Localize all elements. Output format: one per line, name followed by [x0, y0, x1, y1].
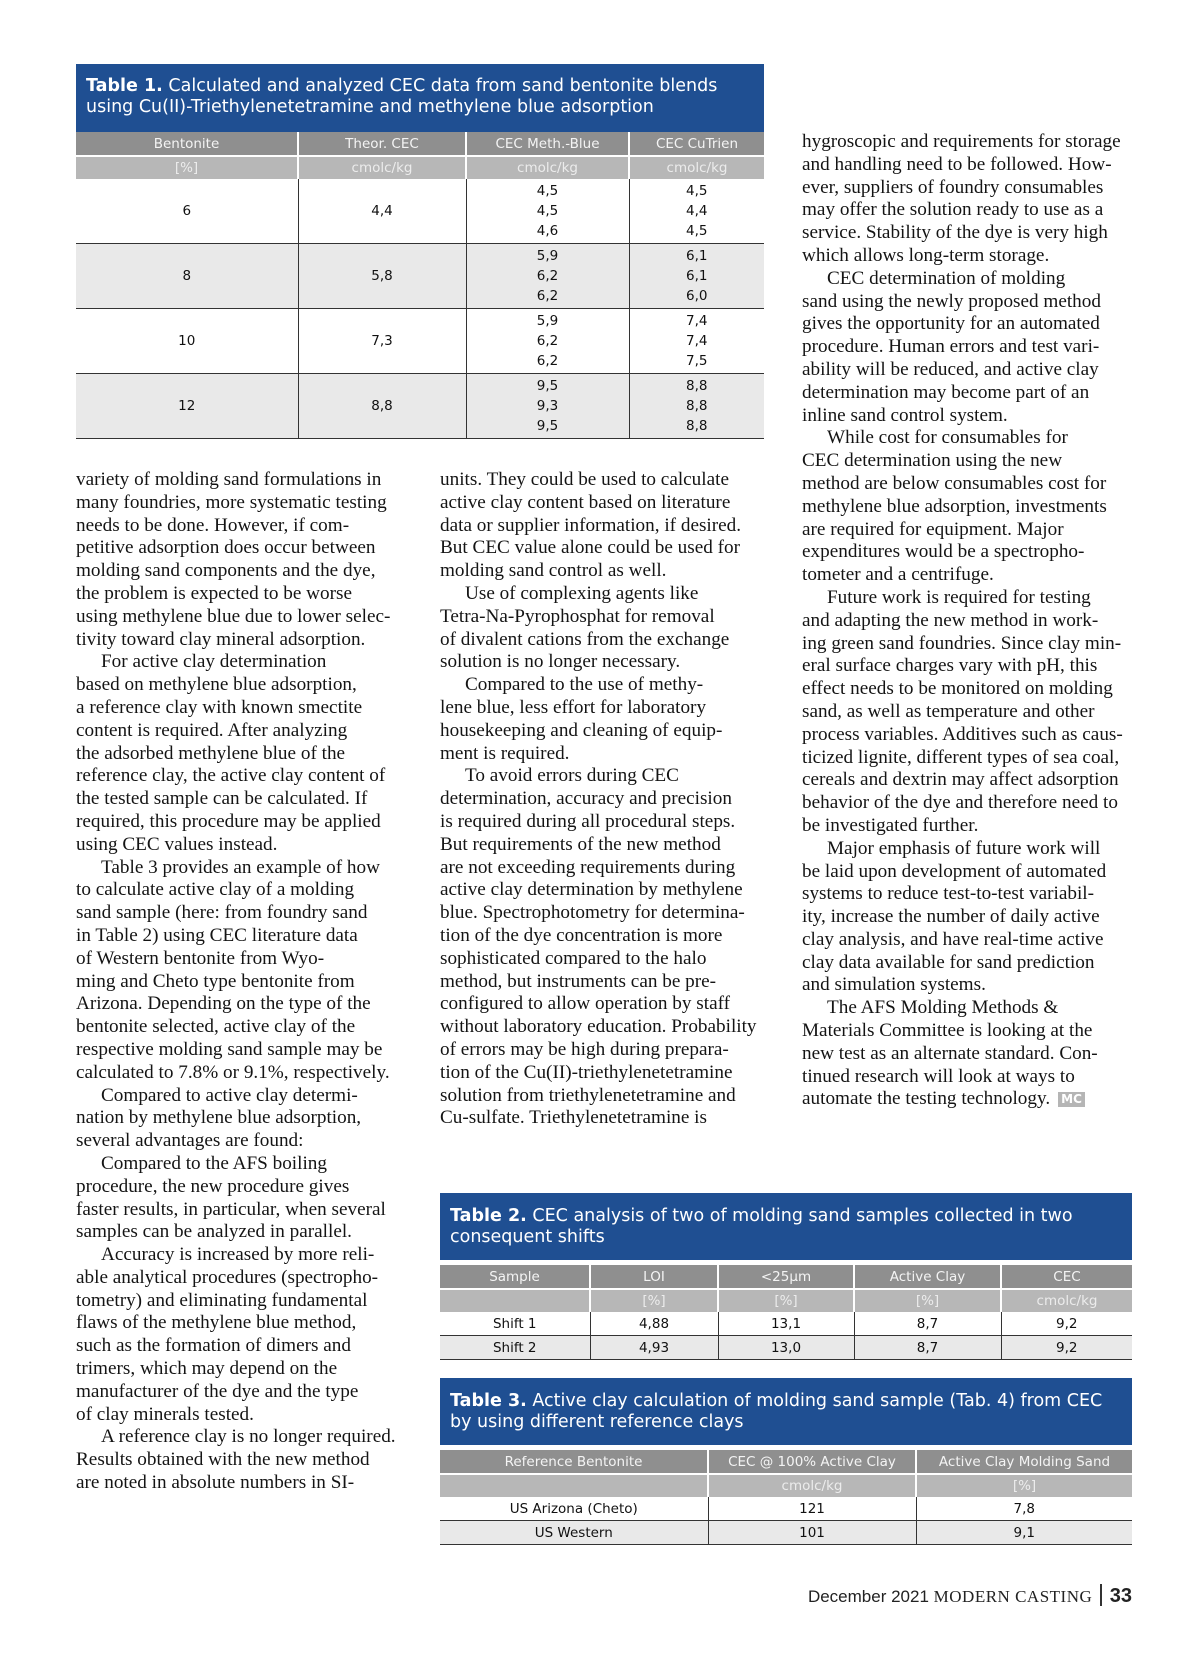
text-line: Cu-sulfate. Triethylenetetramine is — [440, 1107, 707, 1129]
text-line: respective molding sand sample may be — [76, 1038, 383, 1060]
cec-meth-blue-cell — [466, 244, 629, 309]
text-line: be laid upon development of automated — [802, 860, 1107, 882]
text-line: of clay minerals tested. — [76, 1403, 254, 1425]
text-line: nation by methylene blue adsorption, — [76, 1107, 362, 1129]
theor-cec-cell: 7,3 — [298, 309, 466, 374]
text-line: sophisticated compared to the halo — [440, 947, 707, 969]
text-line: trimers, which may depend on the — [76, 1358, 338, 1380]
text-line: faster results, in particular, when several — [76, 1198, 386, 1220]
text-line: ticized lignite, different types of sea coal, — [802, 746, 1120, 768]
text-line: sand sample (here: from foundry sand — [76, 902, 368, 924]
text-line: systems to reduce test-to-test variabil- — [802, 883, 1094, 905]
text-line: tometer and a centrifuge. — [802, 564, 994, 586]
text-line: solution is no longer necessary. — [440, 651, 681, 673]
cec-100-cell: 101 — [708, 1521, 916, 1545]
text-line: Future work is required for testing — [827, 586, 1091, 608]
loi-cell: 4,88 — [590, 1312, 718, 1336]
text-line: ity, increase the number of daily active — [802, 906, 1100, 928]
table-1-caption-text: Calculated and analyzed CEC data from sand bentonite blends using Cu(II)-Triethylenetetramine and methylene blue adsorption — [86, 76, 718, 117]
text-line: variety of molding sand formulations in — [76, 469, 382, 490]
text-line: the tested sample can be calculated. If — [76, 788, 368, 810]
text-line: But CEC value alone could be used for — [440, 537, 741, 559]
theor-cec-cell: 5,8 — [298, 244, 466, 309]
reference-bentonite-cell: US Arizona (Cheto) — [440, 1497, 708, 1521]
table-1-unit: cmolc/kg — [629, 156, 764, 179]
text-line: be investigated further. — [802, 814, 979, 836]
text-line: process variables. Additives such as caus- — [802, 723, 1123, 745]
theor-cec-cell: 8,8 — [298, 374, 466, 439]
text-line: reference clay, the active clay content of — [76, 765, 386, 787]
table-1-caption — [76, 64, 764, 132]
table-2-label: Table 2. — [450, 1206, 527, 1226]
text-line: tion of the Cu(II)-triethylenetetramine — [440, 1061, 733, 1083]
text-line: ment is required. — [440, 742, 570, 764]
text-line: of Western bentonite from Wyo- — [76, 947, 325, 969]
text-line: such as the formation of dimers and — [76, 1335, 351, 1357]
sample-cell: Shift 1 — [440, 1312, 590, 1336]
text-line: molding sand control as well. — [440, 560, 667, 582]
text-line: Use of complexing agents like — [465, 582, 699, 604]
value: 8,8 — [686, 418, 708, 434]
text-line: manufacturer of the dye and the type — [76, 1380, 359, 1402]
table-2-unit: [%] — [718, 1289, 854, 1312]
value: 7,5 — [686, 353, 708, 369]
cec-meth-blue-cell — [466, 179, 629, 244]
table-2-header: <25µm — [718, 1265, 854, 1289]
page-footer — [808, 1584, 1132, 1608]
table-2-header: Active Clay — [854, 1265, 1001, 1289]
text-line: is required during all procedural steps. — [440, 810, 736, 832]
table-3-header: Reference Bentonite — [440, 1450, 708, 1474]
text-line: which allows long-term storage. — [802, 244, 1050, 266]
text-line: hygroscopic and requirements for storage — [802, 131, 1121, 152]
text-line: based on methylene blue adsorption, — [76, 674, 357, 696]
table-row — [440, 1312, 1132, 1336]
value: 5,9 — [536, 248, 559, 264]
text-line: using methylene blue due to lower selec- — [76, 605, 391, 627]
text-line: Compared to the use of methy- — [465, 674, 704, 696]
table-row — [76, 244, 764, 309]
value: 6,2 — [536, 268, 559, 284]
value: 8,8 — [686, 398, 708, 414]
text-line: molding sand components and the dye, — [76, 560, 376, 582]
value: 7,4 — [686, 313, 708, 329]
text-line: But requirements of the new method — [440, 833, 721, 855]
text-line: samples can be analyzed in parallel. — [76, 1221, 352, 1243]
bentonite-cell: 6 — [76, 179, 298, 244]
sample-cell: Shift 2 — [440, 1336, 590, 1360]
text-line: content is required. After analyzing — [76, 719, 348, 741]
value: 4,5 — [686, 183, 708, 199]
text-line: sand using the newly proposed method — [802, 290, 1101, 312]
magazine-name: MODERN CASTING — [933, 1587, 1093, 1606]
bentonite-cell: 8 — [76, 244, 298, 309]
text-line: Accuracy is increased by more reli- — [101, 1244, 375, 1266]
value: 6,2 — [536, 333, 559, 349]
table-row — [440, 1336, 1132, 1360]
table-2-caption — [440, 1193, 1132, 1260]
text-column-3 — [802, 131, 1132, 1111]
table-2 — [440, 1193, 1132, 1360]
table-3-caption — [440, 1378, 1132, 1445]
bentonite-cell: 12 — [76, 374, 298, 439]
value: 6,1 — [686, 248, 708, 264]
bentonite-cell: 10 — [76, 309, 298, 374]
value: 4,5 — [536, 203, 559, 219]
text-line: the adsorbed methylene blue of the — [76, 742, 346, 764]
value: 9,5 — [536, 418, 559, 434]
text-line: without laboratory education. Probability — [440, 1016, 757, 1038]
value: 4,5 — [536, 183, 559, 199]
text-line: lene blue, less effort for laboratory — [440, 696, 707, 718]
value: 6,1 — [686, 268, 708, 284]
text-line: effect needs to be monitored on molding — [802, 678, 1113, 700]
text-line: solution from triethylenetetramine and — [440, 1084, 736, 1106]
value: 6,2 — [536, 353, 559, 369]
text-line: method, but instruments can be pre- — [440, 970, 717, 992]
table-3-caption-text: Active clay calculation of molding sand sample (Tab. 4) from CEC by using different reference clays — [450, 1391, 1103, 1432]
table-2-unit — [440, 1289, 590, 1312]
text-line-content: automate the testing technology. — [802, 1088, 1051, 1110]
table-1-header: Theor. CEC — [298, 132, 466, 156]
table-row — [440, 1497, 1132, 1521]
text-line: and simulation systems. — [802, 974, 986, 996]
text-line: clay data available for sand prediction — [802, 951, 1095, 973]
text-line: CEC determination using the new — [802, 450, 1063, 472]
text-line: able analytical procedures (spectropho- — [76, 1266, 379, 1288]
value: 5,9 — [536, 313, 559, 329]
text-line: A reference clay is no longer required. — [101, 1426, 396, 1448]
text-line: sand, as well as temperature and other — [802, 700, 1095, 722]
text-line: For active clay determination — [101, 651, 327, 673]
text-column-2 — [440, 469, 770, 1130]
text-line: methylene blue adsorption, investments — [802, 495, 1107, 517]
value: 9,5 — [536, 378, 559, 394]
value: 4,4 — [686, 203, 708, 219]
text-line: and handling need to be followed. How- — [802, 153, 1112, 175]
cec-100-cell: 121 — [708, 1497, 916, 1521]
table-1-unit: cmolc/kg — [466, 156, 629, 179]
active-clay-cell: 8,7 — [854, 1312, 1001, 1336]
table-row — [76, 374, 764, 439]
text-line: cereals and dextrin may affect adsorption — [802, 769, 1119, 791]
table-3 — [440, 1378, 1132, 1545]
text-line: may offer the solution ready to use as a — [802, 199, 1104, 221]
footer-divider — [1100, 1584, 1102, 1606]
text-line: and adapting the new method in work- — [802, 609, 1099, 631]
value: 8,8 — [686, 378, 708, 394]
text-line: are not exceeding requirements during — [440, 856, 736, 878]
text-line: blue. Spectrophotometry for determina- — [440, 902, 745, 924]
text-column-1 — [76, 469, 421, 1495]
text-line: Materials Committee is looking at the — [802, 1020, 1093, 1042]
theor-cec-cell: 4,4 — [298, 179, 466, 244]
text-line: ming and Cheto type bentonite from — [76, 970, 355, 992]
text-line: are required for equipment. Major — [802, 518, 1064, 540]
active-clay-cell: 8,7 — [854, 1336, 1001, 1360]
table-row — [76, 309, 764, 374]
value: 4,5 — [686, 223, 708, 239]
text-line: Arizona. Depending on the type of the — [76, 993, 371, 1015]
text-line: procedure, the new procedure gives — [76, 1175, 350, 1197]
value: 4,6 — [536, 223, 559, 239]
text-line: of errors may be high during prepara- — [440, 1038, 729, 1060]
text-line: determination, accuracy and precision — [440, 788, 732, 810]
text-line: petitive adsorption does occur between — [76, 537, 376, 559]
loi-cell: 4,93 — [590, 1336, 718, 1360]
text-line: Results obtained with the new method — [76, 1449, 370, 1471]
text-line: in Table 2) using CEC literature data — [76, 924, 358, 946]
cec-meth-blue-cell — [466, 309, 629, 374]
value: 6,2 — [536, 288, 559, 304]
text-line: gives the opportunity for an automated — [802, 313, 1100, 335]
table-1-label: Table 1. — [86, 76, 163, 96]
cec-cell: 9,2 — [1001, 1312, 1132, 1336]
text-line: behavior of the dye and therefore need to — [802, 792, 1118, 814]
text-line: Major emphasis of future work will — [827, 837, 1101, 859]
table-1-header: CEC Meth.-Blue — [466, 132, 629, 156]
table-row — [440, 1521, 1132, 1545]
text-line: needs to be done. However, if com- — [76, 514, 350, 536]
text-line: Compared to the AFS boiling — [101, 1152, 327, 1174]
text-line: procedure. Human errors and test vari- — [802, 336, 1100, 358]
text-line: using CEC values instead. — [76, 833, 278, 855]
table-1-unit: cmolc/kg — [298, 156, 466, 179]
text-line: a reference clay with known smectite — [76, 696, 363, 718]
value: 9,3 — [536, 398, 559, 414]
text-line: inline sand control system. — [802, 404, 1008, 426]
text-line: active clay determination by methylene — [440, 879, 743, 901]
text-line: ability will be reduced, and active clay — [802, 358, 1099, 380]
cec-cutrien-cell — [629, 179, 764, 244]
text-line: Tetra-Na-Pyrophosphat for removal — [440, 605, 715, 627]
page-number: 33 — [1109, 1585, 1132, 1607]
table-3-header: Active Clay Molding Sand — [916, 1450, 1132, 1474]
text-line: To avoid errors during CEC — [465, 765, 679, 787]
text-line: tion of the dye concentration is more — [440, 924, 723, 946]
table-1-header: CEC CuTrien — [629, 132, 764, 156]
text-line: ever, suppliers of foundry consumables — [802, 176, 1104, 198]
table-3-unit: cmolc/kg — [708, 1474, 916, 1497]
table-2-caption-text: CEC analysis of two of molding sand samples collected in two consequent shifts — [450, 1206, 1073, 1247]
text-line: Compared to active clay determi- — [101, 1084, 358, 1106]
text-line: ing green sand foundries. Since clay min- — [802, 632, 1122, 654]
cec-cell: 9,2 — [1001, 1336, 1132, 1360]
active-clay-cell: 7,8 — [916, 1497, 1132, 1521]
text-line: clay analysis, and have real-time active — [802, 928, 1104, 950]
text-line: method are below consumables cost for — [802, 472, 1107, 494]
table-row — [76, 179, 764, 244]
text-line: configured to allow operation by staff — [440, 993, 731, 1015]
text-line: the problem is expected to be worse — [76, 582, 352, 604]
table-1-unit: [%] — [76, 156, 298, 179]
active-clay-cell: 9,1 — [916, 1521, 1132, 1545]
table-2-unit: cmolc/kg — [1001, 1289, 1132, 1312]
text-line: Table 3 provides an example of how — [101, 856, 380, 878]
table-3-unit: [%] — [916, 1474, 1132, 1497]
text-line: units. They could be used to calculate — [440, 469, 729, 490]
table-3-header: CEC @ 100% Active Clay — [708, 1450, 916, 1474]
text-line: determination may become part of an — [802, 381, 1090, 403]
text-line — [802, 1088, 1132, 1111]
text-line: data or supplier information, if desired. — [440, 514, 742, 536]
text-line: required, this procedure may be applied — [76, 810, 381, 832]
table-3-unit — [440, 1474, 708, 1497]
table-3-grid — [440, 1450, 1132, 1545]
text-line: calculated to 7.8% or 9.1%, respectively. — [76, 1061, 390, 1083]
text-line: to calculate active clay of a molding — [76, 879, 355, 901]
text-line: The AFS Molding Methods & — [827, 997, 1059, 1019]
text-line: expenditures would be a spectropho- — [802, 541, 1085, 563]
table-2-header: Sample — [440, 1265, 590, 1289]
table-2-grid — [440, 1265, 1132, 1360]
text-line: several advantages are found: — [76, 1130, 304, 1152]
table-1-grid — [76, 132, 764, 439]
table-3-label: Table 3. — [450, 1391, 527, 1411]
table-2-header: LOI — [590, 1265, 718, 1289]
text-line: CEC determination of molding — [827, 267, 1066, 289]
text-line: service. Stability of the dye is very high — [802, 222, 1108, 244]
text-line: tinued research will look at ways to — [802, 1065, 1075, 1087]
cec-cutrien-cell — [629, 374, 764, 439]
cec-cutrien-cell — [629, 309, 764, 374]
text-line: of divalent cations from the exchange — [440, 628, 730, 650]
fines-cell: 13,1 — [718, 1312, 854, 1336]
text-line: housekeeping and cleaning of equip- — [440, 719, 723, 741]
text-line: active clay content based on literature — [440, 491, 731, 513]
end-mark-icon: MC — [1058, 1092, 1085, 1107]
issue-date: December 2021 — [807, 1587, 929, 1606]
fines-cell: 13,0 — [718, 1336, 854, 1360]
text-line: flaws of the methylene blue method, — [76, 1312, 357, 1334]
cec-meth-blue-cell — [466, 374, 629, 439]
text-line: tivity toward clay mineral adsorption. — [76, 628, 366, 650]
text-line: new test as an alternate standard. Con- — [802, 1042, 1098, 1064]
reference-bentonite-cell: US Western — [440, 1521, 708, 1545]
table-2-unit: [%] — [854, 1289, 1001, 1312]
text-line: many foundries, more systematic testing — [76, 491, 387, 513]
table-2-unit: [%] — [590, 1289, 718, 1312]
table-1 — [76, 64, 764, 439]
text-line: are noted in absolute numbers in SI- — [76, 1472, 355, 1494]
text-line: bentonite selected, active clay of the — [76, 1016, 356, 1038]
table-2-header: CEC — [1001, 1265, 1132, 1289]
text-line: eral surface charges vary with pH, this — [802, 655, 1098, 677]
value: 6,0 — [686, 288, 708, 304]
text-line: While cost for consumables for — [827, 427, 1068, 449]
cec-cutrien-cell — [629, 244, 764, 309]
text-line: tometry) and eliminating fundamental — [76, 1289, 368, 1311]
table-1-header: Bentonite — [76, 132, 298, 156]
value: 7,4 — [686, 333, 708, 349]
